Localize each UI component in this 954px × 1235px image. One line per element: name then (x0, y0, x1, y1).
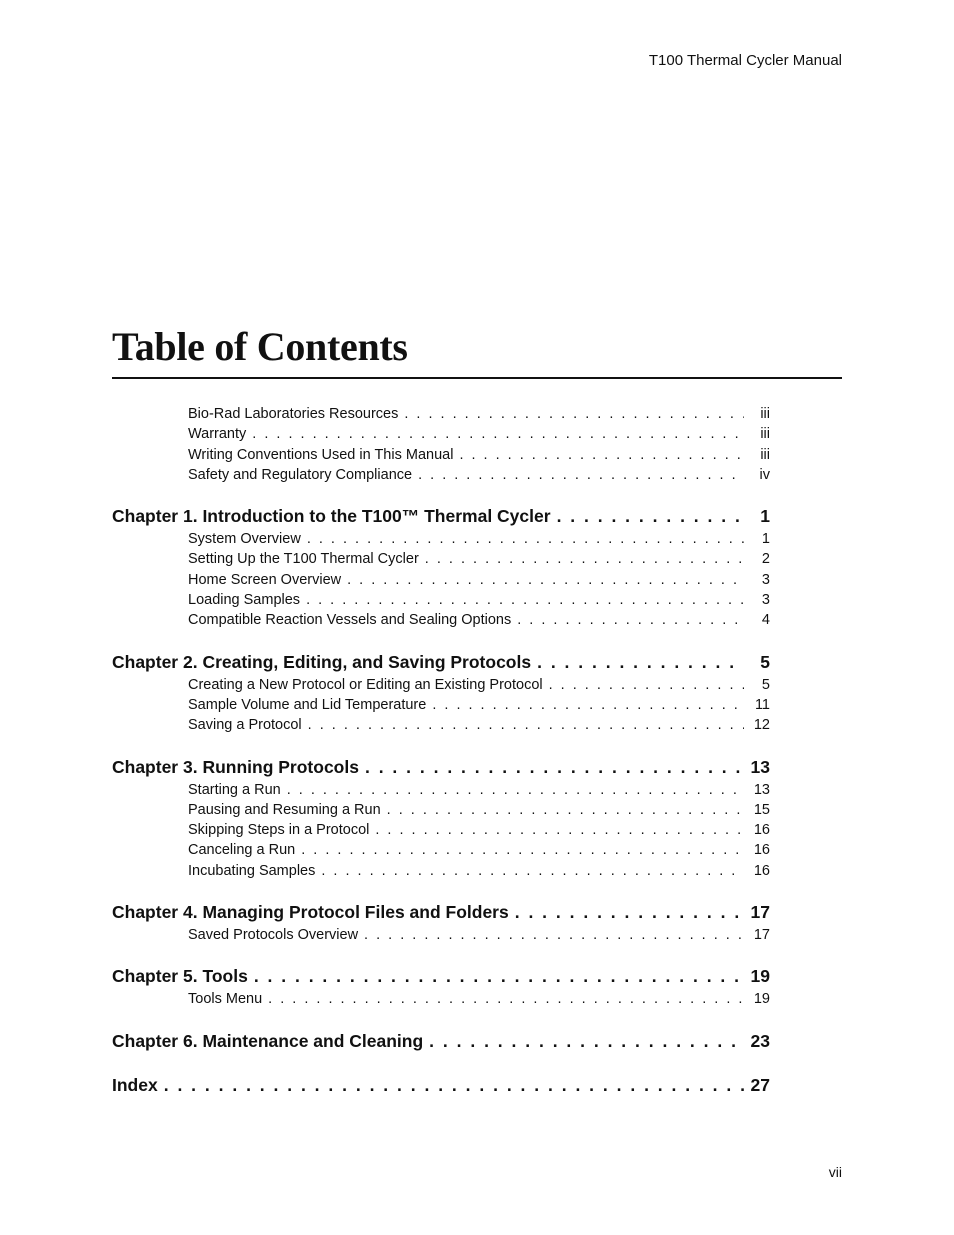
dot-leader (307, 529, 744, 549)
toc-entry[interactable] (188, 590, 770, 610)
dot-leader (252, 424, 744, 444)
toc-entry-page: 16 (753, 822, 770, 839)
toc-entry-title: Compatible Reaction Vessels and Sealing Options (188, 612, 512, 629)
toc-entry-title: Home Screen Overview (188, 571, 342, 588)
toc-entry-page: iii (760, 406, 770, 422)
toc-entry[interactable] (188, 925, 770, 945)
toc-entry[interactable] (188, 800, 770, 820)
dot-leader (429, 1028, 744, 1054)
dot-leader (432, 695, 744, 715)
toc-entry-page: 19 (753, 991, 770, 1008)
toc-chapter-page: 27 (750, 1074, 770, 1095)
toc-entry[interactable] (188, 861, 770, 881)
toc-chapter-title: Chapter 6. Maintenance and Cleaning (112, 1030, 424, 1051)
dot-leader (306, 590, 744, 610)
toc-entry[interactable] (188, 465, 770, 485)
toc-entry-title: Canceling a Run (188, 842, 296, 859)
toc-entry-title: Loading Samples (188, 592, 301, 609)
dot-leader (517, 610, 744, 630)
toc-entry[interactable] (188, 610, 770, 630)
toc-entry-page: iii (760, 446, 770, 463)
toc-entry[interactable] (188, 780, 770, 800)
dot-leader (287, 780, 744, 800)
toc-entry-page: 12 (753, 717, 770, 734)
toc-entry[interactable] (188, 695, 770, 715)
toc-entry-page: 2 (761, 551, 770, 568)
toc-chapter-title: Chapter 2. Creating, Editing, and Saving Protocols (112, 651, 532, 672)
toc-entry-title: Skipping Steps in a Protocol (188, 822, 370, 839)
toc-entry-title: Warranty (188, 426, 247, 443)
toc-entry-title: Bio-Rad Laboratories Resources (188, 406, 399, 422)
toc-entry-title: System Overview (188, 531, 301, 548)
toc-entry[interactable] (188, 404, 770, 424)
toc-entry[interactable] (188, 424, 770, 444)
toc-entry-title: Incubating Samples (188, 862, 316, 879)
toc-chapter-page: 1 (760, 506, 770, 527)
dot-leader (459, 445, 744, 465)
toc-entry[interactable] (188, 675, 770, 695)
toc-entry-page: 3 (761, 592, 770, 609)
toc-entry-page: 3 (761, 571, 770, 588)
toc-chapter-page: 5 (760, 651, 770, 672)
toc-entry[interactable] (188, 570, 770, 590)
dot-leader (364, 925, 744, 945)
toc-chapter-page: 19 (750, 966, 770, 987)
dot-leader (557, 503, 744, 529)
dot-leader (404, 404, 744, 424)
table-of-contents (112, 404, 770, 1098)
toc-entry-page: 17 (753, 927, 770, 944)
dot-leader (375, 820, 744, 840)
dot-leader (425, 549, 744, 569)
toc-chapter-page: 23 (750, 1030, 770, 1051)
dot-leader (347, 570, 744, 590)
toc-entry-page: 15 (753, 801, 770, 818)
toc-chapter-4[interactable] (112, 899, 770, 925)
toc-entry-title: Pausing and Resuming a Run (188, 801, 381, 818)
dot-leader (308, 715, 744, 735)
toc-entry-title: Saved Protocols Overview (188, 927, 359, 944)
toc-chapter-page: 13 (750, 756, 770, 777)
dot-leader (268, 989, 744, 1009)
toc-chapter-title: Index (112, 1074, 158, 1095)
toc-entry[interactable] (188, 549, 770, 569)
toc-entry[interactable] (188, 989, 770, 1009)
toc-entry-page: 11 (754, 696, 770, 713)
title-rule (112, 377, 842, 379)
toc-chapter-3[interactable] (112, 754, 770, 780)
toc-chapter-title: Chapter 3. Running Protocols (112, 756, 359, 777)
toc-chapter-2[interactable] (112, 649, 770, 675)
toc-chapter-6[interactable] (112, 1028, 770, 1054)
toc-entry[interactable] (188, 529, 770, 549)
toc-chapter-title: Chapter 5. Tools (112, 966, 248, 987)
toc-entry-title: Safety and Regulatory Compliance (188, 466, 413, 483)
toc-entry-title: Saving a Protocol (188, 717, 302, 734)
dot-leader (515, 899, 744, 925)
toc-chapter-page: 17 (750, 902, 770, 923)
dot-leader (418, 465, 744, 485)
dot-leader (301, 840, 744, 860)
toc-index[interactable] (112, 1072, 770, 1098)
toc-entry-title: Setting Up the T100 Thermal Cycler (188, 551, 419, 568)
toc-entry-page: 4 (761, 612, 770, 629)
toc-entry-page: 16 (753, 842, 770, 859)
toc-chapter-5[interactable] (112, 963, 770, 989)
toc-entry[interactable] (188, 445, 770, 465)
dot-leader (537, 649, 744, 675)
page-title: Table of Contents (112, 324, 408, 369)
toc-chapter-title: Chapter 1. Introduction to the T100™ Thermal Cycler (112, 506, 551, 527)
dot-leader (254, 963, 744, 989)
dot-leader (365, 754, 744, 780)
toc-entry-page: 1 (761, 531, 770, 548)
toc-entry-page: iv (759, 466, 770, 483)
dot-leader (387, 800, 744, 820)
running-header: T100 Thermal Cycler Manual (648, 52, 842, 69)
toc-entry[interactable] (188, 715, 770, 735)
toc-entry-title: Writing Conventions Used in This Manual (188, 446, 454, 463)
toc-entry-title: Sample Volume and Lid Temperature (188, 696, 427, 713)
dot-leader (321, 861, 744, 881)
toc-entry[interactable] (188, 840, 770, 860)
toc-entry-title: Creating a New Protocol or Editing an Existing Protocol (188, 676, 543, 693)
dot-leader (549, 675, 744, 695)
toc-entry-page: iii (760, 426, 770, 443)
page-number: vii (828, 1164, 842, 1180)
toc-entry-title: Starting a Run (188, 781, 281, 798)
toc-chapter-1[interactable] (112, 503, 770, 529)
toc-entry-page: 13 (753, 781, 770, 798)
dot-leader (164, 1072, 744, 1098)
toc-entry[interactable] (188, 820, 770, 840)
toc-entry-page: 5 (761, 676, 770, 693)
toc-entry-title: Tools Menu (188, 991, 263, 1008)
toc-chapter-title: Chapter 4. Managing Protocol Files and Folders (112, 902, 509, 923)
toc-entry-page: 16 (753, 862, 770, 879)
